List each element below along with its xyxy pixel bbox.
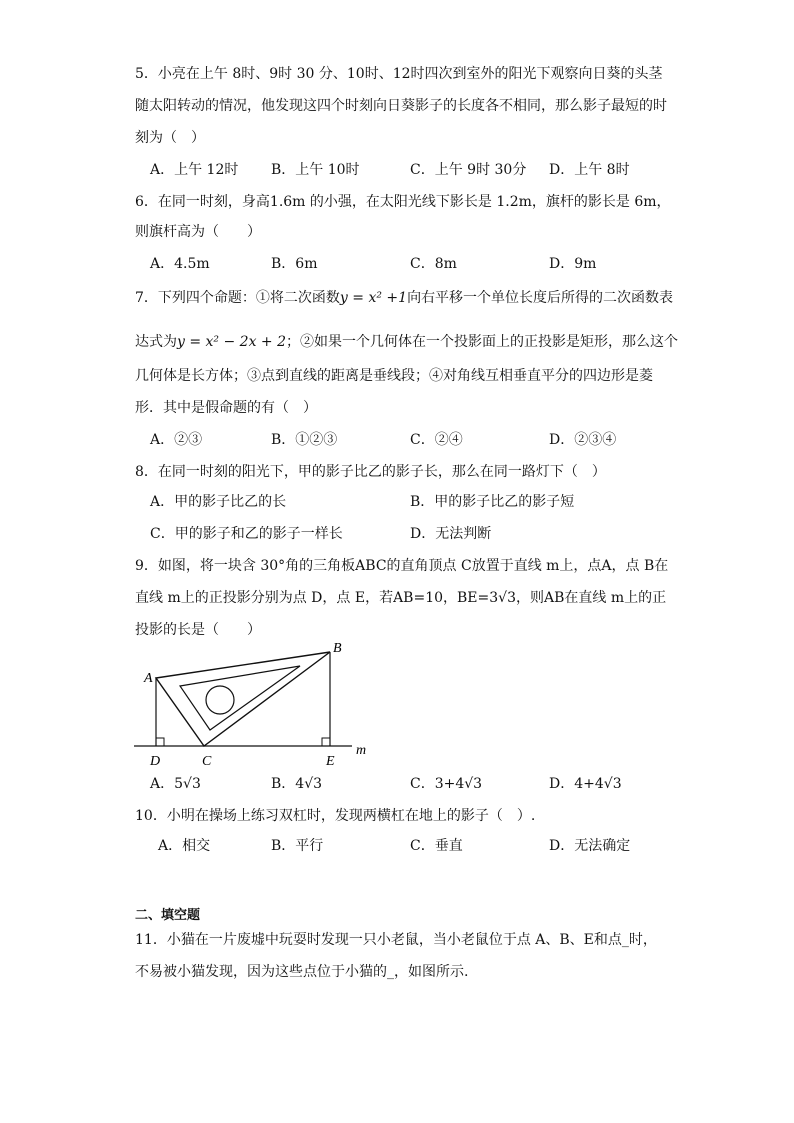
q5-line-2: 随太阳转动的情况，他发现这四个时刻向日葵影子的长度各不相同，那么影子最短的时 — [135, 98, 667, 114]
q7-line-1-text-a: 7．下列四个命题：①将二次函数 — [135, 290, 340, 306]
label-b: B — [333, 641, 342, 656]
q5-line-3: 刻为（ ） — [135, 130, 205, 146]
q7-line-3: 几何体是长方体；③点到直线的距离是垂线段；④对角线互相垂直平分的四边形是菱 — [135, 368, 653, 384]
q8-line-1: 8．在同一时刻的阳光下，甲的影子比乙的影子长，那么在同一路灯下（ ） — [135, 464, 606, 480]
q9-line-3: 投影的长是（ ） — [135, 622, 261, 638]
label-m: m — [356, 743, 367, 758]
q6-option-c[interactable]: C．8m — [410, 256, 457, 272]
q9-option-d[interactable]: D．4+4√3 — [549, 776, 622, 792]
q7-line-1-text-c: 向右平移一个单位长度后所得的二次函数表 — [407, 290, 674, 306]
q5-option-c[interactable]: C．上午 9时 30分 — [410, 162, 527, 178]
q7-formula-2: y = x² − 2x + 2 — [177, 334, 287, 350]
label-e: E — [326, 754, 335, 769]
q6-option-a[interactable]: A．4.5m — [150, 256, 210, 272]
q7-line-2-text-a: 达式为 — [135, 334, 177, 350]
q9-line-2: 直线 m上的正投影分别为点 D，点 E，若AB=10，BE=3√3，则AB在直线 m上的正 — [135, 590, 667, 606]
q7-line-1 — [135, 288, 673, 308]
q5-option-d[interactable]: D．上午 8时 — [549, 162, 630, 178]
right-angle-e — [322, 738, 330, 746]
q10-option-d[interactable]: D．无法确定 — [549, 838, 631, 854]
q6-line-2: 则旗杆高为（ ） — [135, 224, 261, 240]
q8-option-c[interactable]: C．甲的影子和乙的影子一样长 — [150, 526, 343, 542]
q7-formula-1: y = x² +1 — [339, 290, 408, 306]
q7-line-2 — [135, 332, 678, 352]
q10-option-a[interactable]: A．相交 — [158, 838, 211, 854]
q5-line-1: 5．小亮在上午 8时、9时 30 分、10时、12时四次到室外的阳光下观察向日葵的头茎 — [135, 66, 663, 82]
q8-option-a[interactable]: A．甲的影子比乙的长 — [150, 494, 287, 510]
q11-line-1: 11．小猫在一片废墟中玩耍时发现一只小老鼠，当小老鼠位于点 A、B、E和点_时， — [135, 932, 657, 948]
label-a: A — [144, 671, 153, 686]
q10-line-1: 10．小明在操场上练习双杠时，发现两横杠在地上的影子（ ）. — [135, 808, 536, 824]
q8-option-d[interactable]: D．无法判断 — [410, 526, 492, 542]
q7-option-a[interactable]: A．②③ — [150, 432, 203, 448]
q9-option-a[interactable]: A．5√3 — [150, 776, 201, 792]
triangle-abc — [156, 652, 330, 746]
inner-triangle — [180, 666, 300, 730]
q6-option-d[interactable]: D．9m — [549, 256, 597, 272]
q9-option-b[interactable]: B．4√3 — [271, 776, 323, 792]
q9-figure — [130, 636, 380, 770]
q10-option-c[interactable]: C．垂直 — [410, 838, 463, 854]
q11-line-2: 不易被小猫发现，因为这些点位于小猫的_，如图所示. — [135, 964, 469, 980]
q6-line-1: 6．在同一时刻，身高1.6m 的小强，在太阳光线下影长是 1.2m，旗杆的影长是 6m， — [135, 194, 671, 210]
q7-line-4: 形．其中是假命题的有（ ） — [135, 400, 317, 416]
right-angle-d — [156, 738, 164, 746]
q7-option-d[interactable]: D．②③④ — [549, 432, 617, 448]
q5-option-a[interactable]: A．上午 12时 — [150, 162, 239, 178]
label-c: C — [202, 754, 212, 769]
q8-option-b[interactable]: B．甲的影子比乙的影子短 — [410, 494, 575, 510]
q6-option-b[interactable]: B．6m — [271, 256, 318, 272]
q9-line-1: 9．如图，将一块含 30°角的三角板ABC的直角顶点 C放置于直线 m上，点A，点 B在 — [135, 558, 669, 574]
q7-option-b[interactable]: B．①②③ — [271, 432, 338, 448]
q7-line-2-text-c: ；②如果一个几何体在一个投影面上的正投影是矩形，那么这个 — [286, 334, 679, 350]
q7-option-c[interactable]: C．②④ — [410, 432, 463, 448]
q5-option-b[interactable]: B．上午 10时 — [271, 162, 360, 178]
section-title-fill-in: 二、填空题 — [135, 908, 201, 923]
circle-hole — [206, 686, 234, 714]
q10-option-b[interactable]: B．平行 — [271, 838, 324, 854]
q9-option-c[interactable]: C．3+4√3 — [410, 776, 483, 792]
label-d: D — [150, 754, 161, 769]
